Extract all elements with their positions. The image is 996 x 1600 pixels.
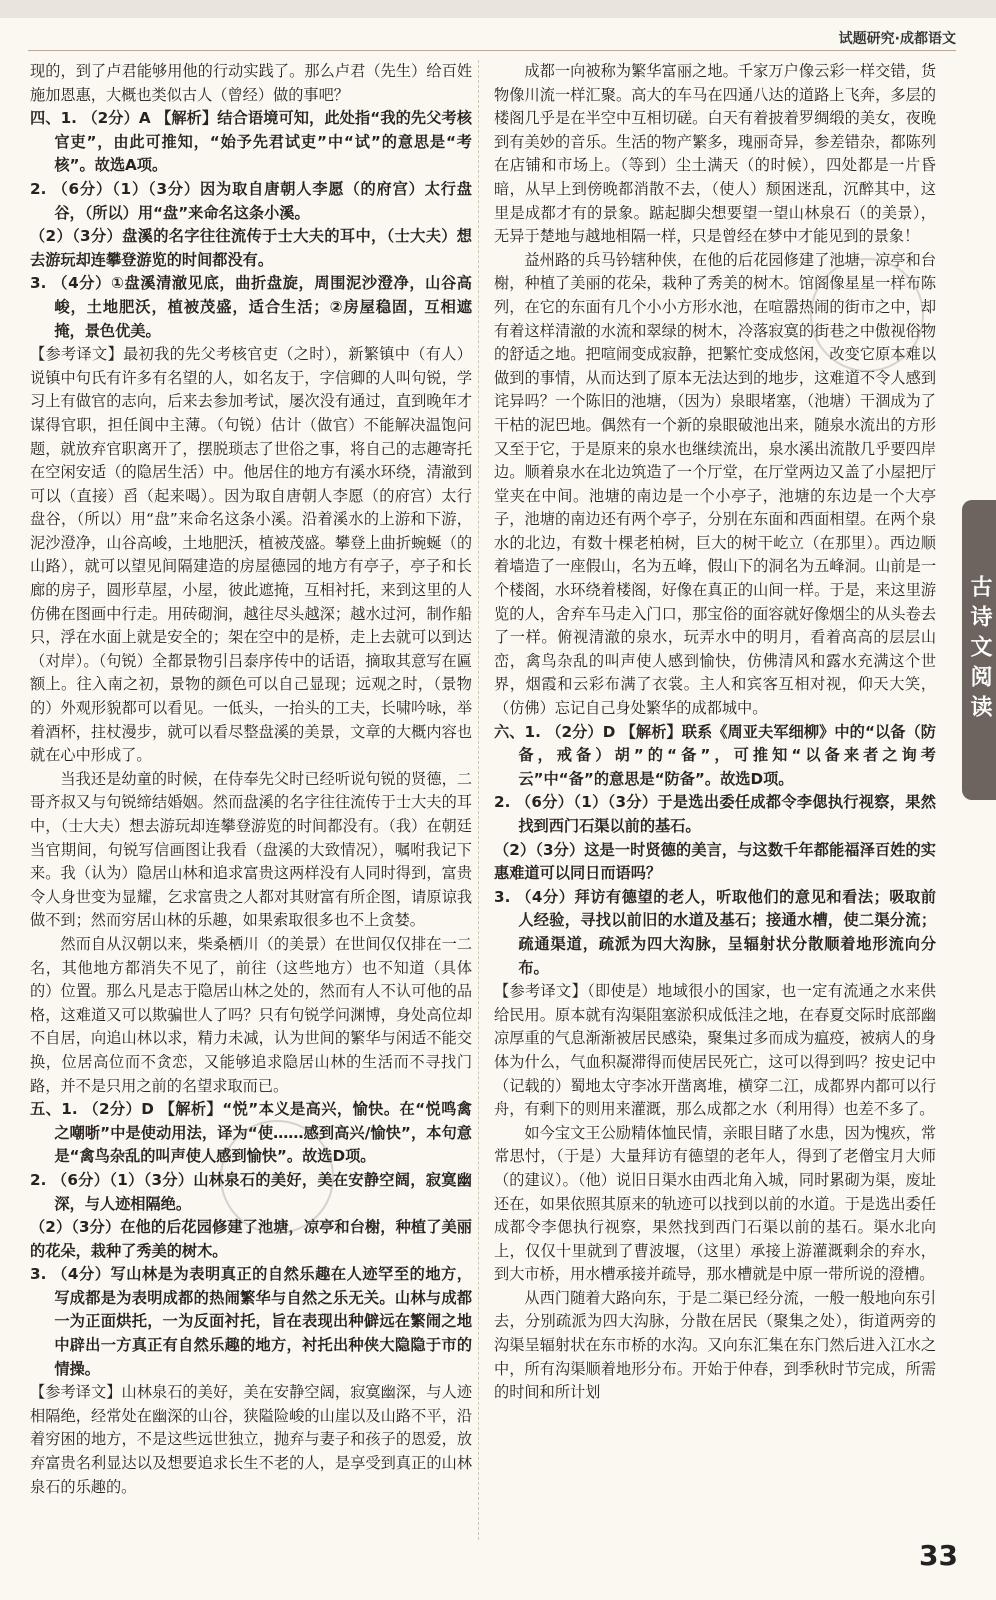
paragraph: 2. （6分）（1）（3分）于是选出委任成都令李偲执行视察，果然找到西门石渠以前的基石。 — [494, 793, 936, 835]
paragraph: 3. （4分）拜访有德望的老人，听取他们的意见和看法；吸取前人经验，寻找以前旧的水道及基石；接通水槽，使二渠分流；疏通渠道，疏派为四大沟脉，呈辐射状分散顺着地形流向分布。 — [494, 887, 936, 977]
paragraph: 然而自从汉朝以来，柴桑栖川（的美景）在世间仅仅排在一二名，其他地方都消失不见了，前往（这些地方）也不知道（具体的）位置。那么凡是志于隐居山林之处的，然而有人不认可他的品格，这难道又可以欺骗世人了吗？只有句锐学问渊博，身处高位却不自居，向追山林以求，精力未减，认为世间的繁华与闲适不能交换，位居高位而不贪恋，又能够追求隐居山林的生活而不寻找门路，并不是只用之前的名望求取而已。 — [30, 934, 472, 1095]
page-number: 33 — [919, 1539, 958, 1572]
paragraph: 六、1. （2分）D 【解析】联系《周亚夫军细柳》中的“以备（防备，戒备）胡”的“备”，可推知“以备来者之询考云”中“备”的意思是“防备”。故选D项。 — [494, 722, 936, 788]
left-column — [30, 60, 472, 1499]
page-header: 试题研究·成都语文 — [838, 31, 956, 47]
paragraph: 成都一向被称为繁华富丽之地。千家万户像云彩一样交错，货物像川流一样汇聚。高大的车马在四通八达的道路上飞奔，多层的楼阁几乎是在半空中互相切磋。白天有着披着罗绸缎的美女，夜晚到有美妙的音乐。生活的物产繁多，瑰丽奇异，参差错杂，都陈列在店铺和市场上。（等到）尘土满天（的时候），四处都是一片昏暗，从早上到傍晚都消散不去，（使人）颓困迷乱，沉醉其中，这里是成都才有的景象。踮起脚尖想要望一望山林泉石（的美景），无异于楚地与越地相隔一样，只是曾经在梦中才能见到的景象！ — [494, 62, 936, 246]
paragraph: 2. （6分）（1）（3分）因为取自唐朝人李愿（的府宫）太行盘谷，（所以）用“盘”来命名这条小溪。 — [30, 179, 472, 222]
side-tab: 古诗文阅读 — [962, 500, 996, 800]
paragraph: 【参考译文】山林泉石的美好，美在安静空阔，寂寞幽深，与人迹相隔绝，经常处在幽深的山谷，狭隘险峻的山崖以及山路不平，沿着穷困的地方，不是这些远世独立，抛弃与妻子和孩子的恩爱，放弃富贵名利显达以及想要追求长生不老的人，是享受到真正的山林泉石的乐趣的。 — [30, 1383, 472, 1496]
paragraph: 四、1. （2分）A 【解析】结合语境可知，此处指“我的先父考核官吏”，由此可推知，“始予先君试吏”中“试”的意思是“考核”。故选A项。 — [30, 109, 472, 175]
paragraph: 3. （4分）①盘溪清澈见底，曲折盘旋，周围泥沙澄净，山谷高峻，土地肥沃，植被茂盛，适合生活；②房屋稳固，互相遮掩，景色优美。 — [30, 274, 472, 340]
watermark-stamp — [810, 258, 924, 372]
column-divider — [478, 60, 479, 1540]
paragraph: （2）（3分）在他的后花园修建了池塘，凉亭和台榭，种植了美丽的花朵，栽种了秀美的树木。 — [30, 1218, 472, 1260]
paragraph: 3. （4分）写山林是为表明真正的自然乐趣在人迹罕至的地方，写成都是为表明成都的热闹繁华与自然之乐无关。山林与成都一为正面烘托，一为反面衬托，旨在表现出种僻远在繁闹之地中辟出一方真正有自然乐趣的地方，衬托出种侠大隐隐于市的情操。 — [30, 1265, 472, 1378]
paragraph: 从西门随着大路向东，于是二渠已经分流，一般一般地向东引去，分别疏派为四大沟脉，分散在居民（聚集之处），街道两旁的沟渠呈辐射状在东市桥的水沟。又向东汇集在东门然后进入江水之中，所有沟渠顺着地形分布。开始于仲春，到季秋时节完成，所需的时间和所计划 — [494, 1288, 936, 1402]
header-rule — [28, 50, 956, 51]
paragraph: （2）（3分）盘溪的名字往往流传于士大夫的耳中，（士大夫）想去游玩却连攀登游览的时间都没有。 — [30, 227, 472, 269]
paragraph: 益州路的兵马钤辖种侠，在他的后花园修建了池塘，凉亭和台榭，种植了美丽的花朵，栽种了秀美的树木。馆阁像星星一样布陈列，在它的东面有几个小小方形水池，在喧嚣热闹的街市之中，却有着这样清澈的水流和翠绿的树木，冷落寂寞的街巷之中傲视俗物的舒适之地。把喧闹变成寂静，把繁忙变成悠闲，改变它原本难以做到的事情，从而达到了原本无法达到的地步，这难道不令人感到诧异吗？一个陈旧的池塘，（因为）泉眼堵塞，（池塘）干涸成为了干枯的泥巴地。偶然有一个新的泉眼破池出来，随泉水流出的方形又至于它，于是原来的泉水也继续流出，泉水溪出流散几乎要四岸边。顺着泉水在北边筑造了一个厅堂，在厅堂两边又盖了小屋把厅堂夹在中间。池塘的南边是一个小亭子，池塘的东边是一个大亭子，池塘的南边还有两个亭子，分别在东面和西面相望。在两个泉水的北边，有数十棵老柏树，巨大的树干屹立（在那里）。西边顺着墙造了一座假山，名为五峰，假山下的洞名为五峰洞。山前是一个楼阁，水环绕着楼阁，好像在真正的山间一样。于是，来这里游览的人，舍弃车马走入门口，那宝俗的面容就好像烟尘的从头卷去了一样。俯视清澈的泉水，玩弄水中的明月，看着高高的层层山峦，禽鸟杂乱的叫声使人感到愉快，仿佛清风和露水充满这个世界，烟霞和云彩布满了衣裳。主人和宾客互相对视，仰天大笑，（仿佛）忘记自己身处繁华的成都城中。 — [494, 250, 936, 718]
paragraph: 如今宝文王公励精体恤民情，亲眼目睹了水患，因为愧疚，常常思忖，（于是）大量拜访有德望的老年人，得到了老僧宝月大师（的建议）。（他）说旧日渠水由西北角入城，同时累砌为渠，废址还在，如果依照其原来的轨迹可以找到以前的水道。于是选出委任成都令李偲执行视察，果然找到西门石渠以前的基石。渠水北向上，仅仅十里就到了曹波堰，（这里）承接上游灌溉剩余的弃水，到大市桥，用水槽承接并疏导，那水槽就是中原一带所说的澄槽。 — [494, 1123, 936, 1284]
paragraph: 五、1. （2分）D 【解析】“悦”本义是高兴，愉快。在“悦鸣禽之嘲哳”中是使动用法，译为“使……感到高兴/愉快”，本句意是“禽鸟杂乱的叫声使人感到愉快”。故选D项。 — [30, 1100, 472, 1166]
paragraph: （2）（3分）这是一时贤德的美言，与这数千年都能福泽百姓的实惠难道可以同日而语吗？ — [494, 840, 936, 883]
paragraph: 现的，到了卢君能够用他的行动实践了。那么卢君（先生）给百姓施加恩惠，大概也类似古人（曾经）做的事吧？ — [30, 62, 472, 104]
top-bar — [0, 0, 996, 18]
paragraph: 2. （6分）（1）（3分）山林泉石的美好，美在安静空阔，寂寞幽深，与人迹相隔绝。 — [30, 1170, 472, 1213]
paragraph: 当我还是幼童的时候，在侍奉先父时已经听说句锐的贤德，二哥齐叔又与句锐缔结婚姻。然而盘溪的名字往往流传于士大夫的耳中，（士大夫）想去游玩却连攀登游览的时间都没有。（我）在朝廷当官期间，句锐写信画图让我看（盘溪的大致情况），嘱咐我记下来。我（认为）隐居山林和追求富贵这两样没有人同时得到，富贵令人身世变为显耀，乞求富贵之人都对其财富有所企图，请原谅我做不到；然而穷居山林的乐趣，如果索取很多也不上贪婪。 — [30, 769, 472, 930]
paragraph: 【参考译文】最初我的先父考核官吏（之时），新繁镇中（有人）说镇中句氏有许多有名望的人，如名友于，字信卿的人叫句锐，学习上有做官的志向，后来去参加考试，屡次没有通过，直到晚年才谋得官职，担任阆中主薄。（句锐）估计（做官）不能解决温饱问题，就放弃官职离开了，摆脱琐志了世俗之事，将自己的志趣寄托在空闲安适（的隐居生活）中。他居住的地方有溪水环绕，清澈到可以（直接）舀（起来喝）。因为取自唐朝人李愿（的府宫）太行盘谷，（所以）用“盘”来命名这条小溪。沿着溪水的上游和下游，泥沙澄净，山谷高峻，土地肥沃，植被茂盛。攀登上曲折蜿蜒（的山路），就可以望见间隔建造的房屋德园的地方有亭子，亭子和长廊的房子，圆形草屋，小屋，彼此遮掩，互相衬托，来到这里的人仿佛在图画中行走。用砖砌涧，越往尽头越深；越水过河，制作船只，浮在水面上就是安全的；架在空中的是桥，走上去就可以到达（对岸）。（句锐）全都景物引吕泰序传中的话语，摘取其意写在匾额上。往入南之初，景物的颜色可以自己显现；远观之时，（景物的）外观形貌都可以看见。一低头，一抬头的工夫，长啸吟咏，举着酒杯，拄杖漫步，就可以看尽整盘溪的美景，文章的大概内容也就在心中形成了。 — [30, 345, 472, 765]
watermark-stamp — [220, 1120, 334, 1234]
paragraph: 【参考译文】（即使是）地域很小的国家，也一定有流通之水来供给民用。原本就有沟渠阻塞淤积成低洼之地，在春夏交际时底部幽凉厚重的气息渐渐被居民感染，聚集过多而成为瘟疫，被病人的身体为什么，气血积凝滞得而使居民死亡，这可以得到吗？按史记中（记载的）蜀地太守李冰开凿离堆，横穿二江，成都界内都可以行舟，有剩下的则用来灌溉，那么成都之水（利用得）也差不多了。 — [494, 982, 936, 1119]
